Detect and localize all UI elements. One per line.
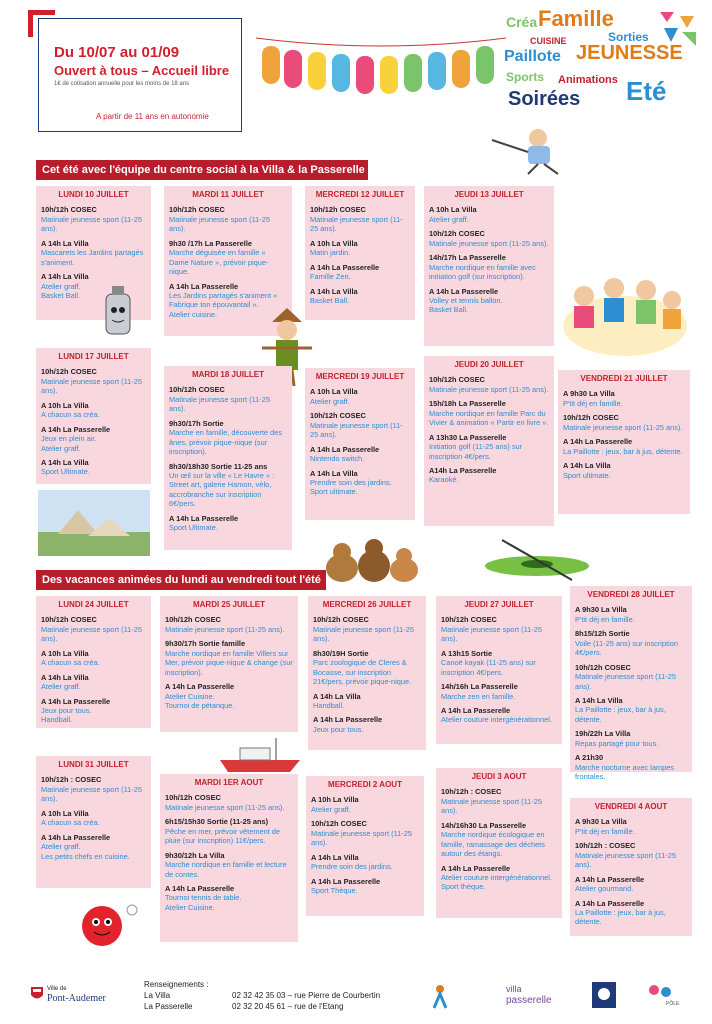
activity-label: A 10h La Villa — [41, 648, 89, 658]
activity-text: Matinale jeunesse sport (11-25 ans). — [169, 394, 270, 414]
footer-passerelle-contact: 02 32 20 45 61 – rue de l'Etang — [232, 1002, 344, 1011]
footer-info-label: Renseignements : — [144, 980, 209, 989]
day-title: LUNDI 17 JUILLET — [58, 352, 129, 361]
activity-label: 10h/12h COSEC — [563, 413, 619, 423]
day-title: MARDI 18 JUILLET — [191, 370, 264, 379]
activity-text: Repas partagé pour tous. — [575, 738, 659, 748]
activity-text: Atelier Cuisine. — [165, 691, 215, 701]
activity-label: 10h/12h : COSEC — [41, 775, 102, 785]
activity-text: Sport Thèque. — [311, 885, 358, 895]
activity-label: A 10h La Villa — [311, 795, 359, 805]
activity-label: 10h/12h COSEC — [313, 615, 369, 625]
footer-villa-contact: 02 32 42 35 03 – rue Pierre de Courbertin — [232, 991, 381, 1000]
activity-text: A chacun sa créa. — [41, 818, 100, 828]
activity-text: Matinale jeunesse sport (11-25 ans). — [41, 214, 142, 234]
activity-text: Matinale jeunesse sport (11-25 ans). — [575, 672, 676, 691]
day-card-mercredi-12 — [305, 186, 415, 320]
day-card-jeudi-13 — [424, 186, 554, 346]
activity-text: Matinale jeunesse sport (11-25 ans). — [165, 802, 285, 812]
running-character-icon — [478, 126, 574, 176]
activity-label: 9h30/17h Sortie — [169, 418, 224, 428]
activity-label: A 14h La Villa — [310, 468, 358, 478]
header-dates: Du 10/07 au 01/09 — [54, 44, 180, 61]
day-title: MERCREDI 2 AOUT — [328, 780, 402, 789]
spray-can-mascot-icon — [94, 284, 142, 344]
activity-text: Atelier cuisine. — [169, 309, 218, 319]
activity-text: Canoë kayak (11-25 ans) sur inscription 4€/pers. — [441, 658, 536, 677]
activity-label: 10h/12h COSEC — [165, 615, 221, 625]
day-card-mardi-25 — [160, 596, 298, 732]
activity-label: 14h/17h La Passerelle — [429, 253, 506, 263]
activity-text: Marche en famille, découverte des ânes, prévoir pique-nique (sur inscription). — [169, 428, 282, 457]
day-card-vendredi-21 — [558, 370, 690, 514]
word-soirees: Soirées — [508, 88, 581, 110]
activity-label: A 14h La Passerelle — [310, 444, 380, 454]
day-card-lundi-17 — [36, 348, 151, 484]
activity-label: A 14h La Villa — [41, 457, 89, 467]
activity-label: 10h/12h COSEC — [311, 819, 367, 829]
activity-label: A 14h La Passerelle — [165, 682, 235, 692]
activity-text: Initiation golf (11-25 ans) sur inscription 4€/pers. — [429, 442, 523, 461]
activity-label: A 14h La Villa — [310, 286, 358, 296]
day-title: VENDREDI 28 JUILLET — [587, 590, 675, 599]
header-age: A partir de 11 ans en autonomie — [96, 112, 209, 121]
activity-label: A 10h La Villa — [429, 205, 477, 215]
activity-text: A chacun sa créa. — [41, 410, 100, 420]
activity-text: Marche nordique en famille Villers sur Mer, prévoir pique-nique & change (sur inscription). — [165, 648, 293, 677]
caf-logo-icon — [592, 982, 616, 1008]
picnic-family-icon — [560, 266, 690, 366]
day-title: VENDREDI 21 JUILLET — [580, 374, 668, 383]
activity-text: Matinale jeunesse sport (11-25 ans). — [165, 624, 285, 634]
day-card-lundi-31 — [36, 756, 151, 888]
footer-ville-de: Ville de — [47, 986, 67, 992]
activity-label: 10h/12h COSEC — [41, 205, 97, 215]
activity-label: A 14h La Villa — [311, 852, 359, 862]
activity-text: Jeux pour tous. — [313, 724, 364, 734]
activity-label: 10h/12h COSEC — [441, 615, 497, 625]
activity-text: Atelier graff. — [311, 804, 351, 814]
activity-text: La Paillotte : jeux, bar à jus, détente. — [563, 446, 683, 456]
activity-label: A 10h La Villa — [310, 238, 358, 248]
activity-label: 10h/12h COSEC — [429, 375, 485, 385]
activity-text: Atelier graff. — [41, 682, 81, 692]
activity-label: A 14h La Passerelle — [169, 513, 239, 523]
activity-text: Matinale jeunesse sport (11-25 ans). — [310, 214, 403, 234]
activity-text: Marche nordique en famille Parc du Vivier & animation « Partir en livre ». — [429, 408, 549, 428]
activity-text: Marche nordique en famille et lecture de contes. — [165, 860, 287, 879]
day-card-mercredi-26 — [308, 596, 426, 750]
activity-text: Sport Ultimate. — [169, 523, 218, 533]
word-sports: Sports — [506, 70, 545, 84]
activity-text: Matinale jeunesse sport (11-25 ans). — [41, 624, 142, 644]
activity-text: Tournoi tennis de table. — [165, 893, 242, 903]
activity-label: 10h/12h COSEC — [41, 367, 97, 377]
day-card-jeudi-27 — [436, 596, 562, 744]
activity-label: 8h30/18h30 Sortie 11-25 ans — [169, 461, 268, 471]
activity-label: A 14h La Passerelle — [313, 715, 383, 725]
activity-text: Atelier graff. — [41, 842, 81, 852]
header-corner-decoration — [28, 10, 55, 37]
activity-label: A 14h La Passerelle — [169, 281, 239, 291]
day-card-mardi-18 — [164, 366, 292, 550]
day-title: JEUDI 20 JUILLET — [454, 360, 524, 369]
activity-label: A 14h La Passerelle — [575, 898, 645, 908]
activity-text: Les Jardins partagés s'animent « Fabrique ton épouvantail ». — [169, 290, 278, 310]
activity-text: Matinale jeunesse sport (11-25 ans). — [429, 238, 549, 248]
activity-label: A 9h30 La Villa — [575, 817, 627, 827]
activity-text: Atelier graff. — [41, 281, 81, 291]
activity-text: Jeux en plein air. — [41, 434, 97, 444]
activity-text: Atelier Cuisine. — [165, 902, 215, 912]
activity-label: A 14h La Villa — [41, 272, 89, 282]
activity-text: Les petits chefs en cuisine. — [41, 851, 130, 861]
activity-text: Marche déguisée en famille « Dame Nature », prévoir pique-nique. — [169, 248, 269, 277]
activity-text: Marche nordique en famille avec initiation golf (sur inscription). — [429, 262, 536, 282]
header-fee: 1€ de cotisation annuelle pour les moins de 18 ans — [54, 81, 190, 87]
day-card-lundi-24 — [36, 596, 151, 728]
day-card-mercredi-2 — [306, 776, 424, 916]
activity-label: A 14h La Passerelle — [165, 883, 235, 893]
activity-text: Atelier graff. — [310, 396, 350, 406]
activity-label: 10h/12h COSEC — [429, 229, 485, 239]
day-title: MARDI 11 JUILLET — [192, 190, 264, 199]
footer-villa: La Villa — [144, 991, 171, 1000]
activity-text: Un œil sur la ville « Le Havre » : Street art, galerie Hamon, vélo, accrobranche sur inscription 6€/pers. — [169, 470, 275, 509]
activity-text: Atelier gourmand. — [575, 884, 634, 894]
day-title: JEUDI 13 JUILLET — [454, 190, 524, 199]
word-jeunesse: JEUNESSE — [576, 42, 683, 64]
activity-text: Matinale jeunesse sport (11-25 ans). — [429, 384, 549, 394]
day-title: LUNDI 10 JUILLET — [58, 190, 129, 199]
word-cuisine: CUISINE — [530, 36, 567, 46]
activity-text: Prendre soin des jardins. — [311, 862, 393, 872]
day-title: MERCREDI 19 JUILLET — [315, 372, 405, 381]
word-famille: Famille — [538, 6, 614, 31]
activity-label: A 14h La Villa — [41, 672, 89, 682]
activity-label: 10h/12h COSEC — [41, 615, 97, 625]
activity-label: A 14h La Passerelle — [441, 705, 511, 715]
activity-label: 10h/12h COSEC — [575, 662, 631, 672]
activity-text: Sport ultimate. — [563, 470, 611, 480]
activity-label: A 14h La Passerelle — [41, 832, 111, 842]
activity-label: 10h/12h COSEC — [310, 205, 366, 215]
day-title: JEUDI 3 AOUT — [471, 772, 527, 781]
day-title: MARDI 25 JUILLET — [192, 600, 265, 609]
activity-text: Nintendo switch. — [310, 454, 365, 464]
activity-label: A 9h30 La Villa — [563, 389, 615, 399]
activity-label: 10h/12h COSEC — [169, 385, 225, 395]
banner-week-3-4: Des vacances animées du lundi au vendredi tout l'été — [36, 570, 326, 590]
day-card-jeudi-3 — [436, 768, 562, 918]
activity-text: Famille Zen. — [310, 272, 351, 282]
activity-label: 10h/12h COSEC — [169, 205, 225, 215]
activity-label: 15h/18h La Passerelle — [429, 399, 506, 409]
activity-label: A 13h15 Sortie — [441, 648, 493, 658]
activity-text: Handball. — [41, 715, 73, 725]
activity-text: Matinale jeunesse sport (11-25 ans). — [441, 796, 542, 816]
activity-label: A 14h La Villa — [313, 691, 361, 701]
activity-label: A 14h La Passerelle — [41, 696, 111, 706]
activity-label: A 14h La Passerelle — [310, 262, 380, 272]
activity-text: P'tit déj en famille. — [575, 826, 635, 836]
activity-label: 8h15/12h Sortie — [575, 629, 630, 639]
activity-text: Parc zoologique de Cleres & Bocasse, sur inscription 21€/pers, prévoir pique-nique. — [313, 658, 412, 687]
activity-text: Prendre soin des jardins. — [310, 477, 392, 487]
activity-text: Matinale jeunesse sport (11-25 ans). — [563, 422, 683, 432]
pont-audemer-crest-icon — [30, 986, 44, 1002]
activity-label: 8h30/19H Sortie — [313, 648, 369, 658]
word-paillote: Paillote — [504, 48, 561, 65]
activity-label: 10h/12h : COSEC — [575, 841, 636, 851]
kayak-icon — [482, 534, 592, 584]
word-crea: Créa — [506, 14, 538, 30]
activity-text: Matinale jeunesse sport (11-25 ans). — [575, 850, 676, 870]
footer-logo-passerelle: passerelle — [506, 995, 552, 1006]
activity-label: 9h30/17h Sortie famille — [165, 639, 246, 649]
day-title: MERCREDI 26 JUILLET — [322, 600, 412, 609]
activity-text: La Paillotte : jeux, bar à jus, détente. — [575, 705, 666, 724]
flipflops-illustration — [256, 32, 506, 98]
activity-label: A 14h La Villa — [575, 695, 623, 705]
activity-label: 10h/12h COSEC — [165, 793, 221, 803]
activity-text: P'tit déj en famille. — [575, 614, 635, 624]
activity-text: Atelier graff. — [41, 443, 81, 453]
day-card-mercredi-19 — [305, 368, 415, 520]
activity-text: Matinale jeunesse sport (11-25 ans). — [441, 624, 542, 644]
activity-label: A 14h La Villa — [563, 461, 611, 471]
activity-text: Matinale jeunesse sport (11-25 ans). — [313, 624, 414, 644]
footer-city-logo: Pont-Audemer — [47, 993, 106, 1004]
activity-label: A 10h La Villa — [41, 808, 89, 818]
activity-text: Jeux pour tous. — [41, 705, 92, 715]
activity-text: Marche nocturne avec lampes frontales. — [575, 762, 675, 782]
person-logo-icon — [430, 984, 450, 1010]
activity-label: A 9h30 La Villa — [575, 605, 627, 615]
activity-text: Matinale jeunesse sport (11-25 ans). — [311, 828, 412, 848]
tangram-logo-icon — [660, 12, 700, 52]
activity-label: A 10h La Villa — [310, 387, 358, 397]
day-title: MARDI 1ER AOUT — [194, 778, 264, 787]
day-title: VENDREDI 4 AOUT — [594, 802, 668, 811]
activity-text: Matinale jeunesse sport (11-25 ans). — [169, 214, 270, 234]
activity-label: 19h/22h La Villa — [575, 729, 631, 739]
day-card-vendredi-28 — [570, 586, 692, 782]
header-open: Ouvert à tous – Accueil libre — [54, 63, 230, 78]
activity-label: A 14h La Passerelle — [429, 286, 499, 296]
activity-label: 9h30/12h La Villa — [165, 850, 225, 860]
day-title: JEUDI 27 JUILLET — [464, 600, 534, 609]
activity-text: Tournoi de pétanque. — [165, 700, 235, 710]
activity-text: P'tit déj en famille. — [563, 398, 623, 408]
day-title: LUNDI 24 JUILLET — [58, 600, 129, 609]
activity-text: Atelier couture intergénérationnel. — [441, 715, 552, 725]
activity-text: Basket Ball. — [429, 305, 469, 315]
activity-label: A 14h La Passerelle — [311, 876, 381, 886]
activity-text: Matinale jeunesse sport (11-25 ans). — [310, 420, 403, 440]
activity-label: A 13h30 La Passerelle — [429, 432, 507, 442]
word-ete: Eté — [626, 76, 667, 106]
activity-label: 10h/12h : COSEC — [441, 787, 502, 797]
activity-label: A14h La Passerelle — [429, 465, 497, 475]
activity-text: Marche nordique écologique en famille, ramassage des déchets autour des étangs. — [441, 830, 545, 859]
street-art-photo — [38, 490, 150, 556]
banner-week-1-2: Cet été avec l'équipe du centre social à la Villa & la Passerelle — [36, 160, 368, 180]
activity-text: Pêche en mer, prévoir vêtement de pluie (sur inscription) 11€/pers. — [165, 826, 281, 846]
activity-label: A 14h La Passerelle — [575, 874, 645, 884]
activity-text: Karaoké. — [429, 475, 459, 485]
day-title: MERCREDI 12 JUILLET — [315, 190, 405, 199]
activity-label: 6h15/15h30 Sortie (11-25 ans) — [165, 817, 269, 827]
activity-label: A 10h La Villa — [41, 400, 89, 410]
activity-text: Atelier graff. — [429, 214, 469, 224]
activity-label: A 21h30 — [575, 753, 604, 763]
activity-label: 10h/12h COSEC — [310, 411, 366, 421]
activity-text: Basket Ball. — [310, 295, 350, 305]
activity-label: A 14h La Passerelle — [41, 424, 111, 434]
activity-text: Sport Ultimate. — [41, 467, 90, 477]
activity-label: A 14h La Passerelle — [441, 863, 511, 873]
day-card-jeudi-20 — [424, 356, 554, 526]
activity-text: La Paillotte : jeux, bar à jus, détente. — [575, 907, 666, 927]
footer-pole-label: PÔLE — [666, 1001, 680, 1007]
activity-text: Matinale jeunesse sport (11-25 ans). — [41, 784, 142, 804]
activity-text: Sport ultimate. — [310, 487, 358, 497]
activity-text: Handball. — [313, 700, 345, 710]
activity-text: Mascarets les Jardins partagés s'animent. — [41, 248, 144, 267]
activity-text: A chacun sa créa. — [41, 658, 100, 668]
word-sorties: Sorties — [608, 30, 649, 44]
activity-text: Volley et tennis ballon. — [429, 295, 503, 305]
activity-text: Marche zen en famille. — [441, 691, 516, 701]
day-card-mardi-1 — [160, 774, 298, 942]
activity-text: Matin jardin. — [310, 248, 351, 258]
activity-text: Basket Ball. — [41, 290, 81, 300]
activity-text: Atelier couture intergénérationnel. — [441, 872, 552, 882]
activity-text: Voile (11-25 ans) sur inscription 4€/pers. — [575, 638, 678, 658]
footer-passerelle: La Passerelle — [144, 1002, 193, 1011]
activity-label: 14h/16h30 La Passerelle — [441, 820, 527, 830]
zoo-animals-icon — [322, 534, 422, 588]
activity-text: Sport thèque. — [441, 882, 486, 892]
day-card-vendredi-4 — [570, 798, 692, 936]
day-title: LUNDI 31 JUILLET — [58, 760, 129, 769]
activity-label: 9h30 /17h La Passerelle — [169, 238, 252, 248]
activity-label: A 14h La Villa — [41, 238, 89, 248]
word-animations: Animations — [558, 74, 618, 86]
activity-label: 14h/16h La Passerelle — [441, 682, 518, 692]
footer-logo-villa: villa — [506, 984, 522, 994]
activity-text: Matinale jeunesse sport (11-25 ans). — [41, 376, 142, 396]
fishing-boat-icon — [220, 738, 300, 774]
activity-label: A 14h La Passerelle — [563, 437, 633, 447]
ping-pong-mascot-icon — [72, 900, 140, 956]
